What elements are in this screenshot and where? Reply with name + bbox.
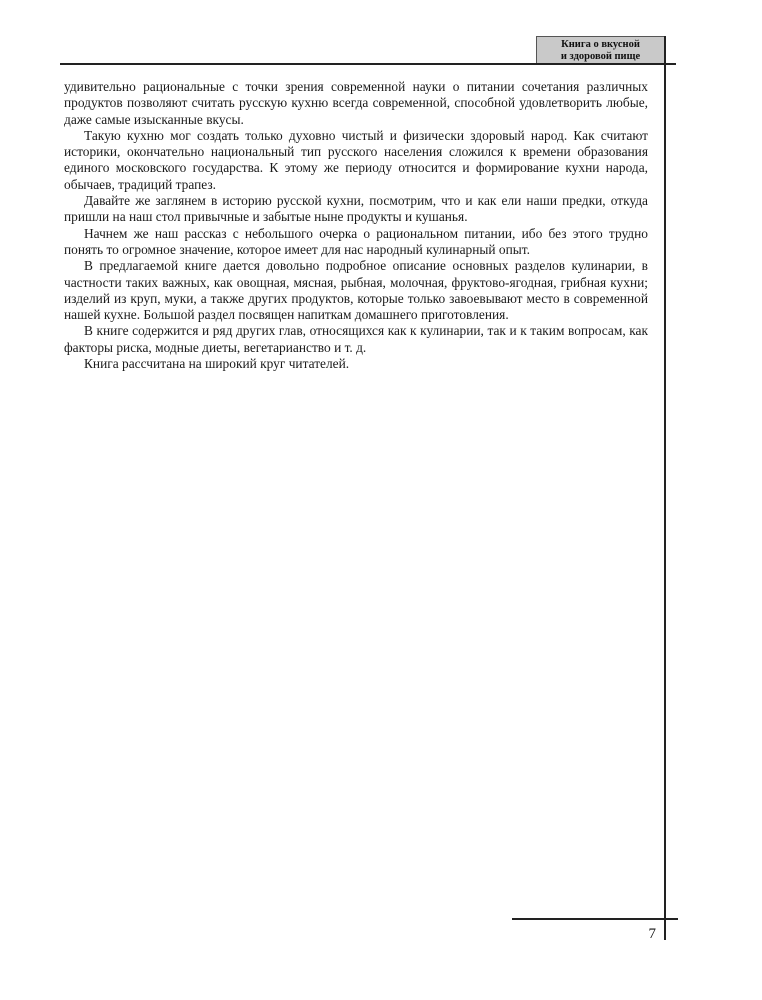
paragraph: В предлагаемой книге дается довольно подробное описание основных разделов кулинарии, в частности таких важных, как овощная, мясная, рыбная, молочная, фруктово-ягодная, грибная кухни; изделий из круп, муки, а также других продуктов, которые только завоевывают место в современной нашей кухне. Большой раздел посвящен напиткам домашнего приготовления. — [64, 258, 648, 323]
paragraph: Такую кухню мог создать только духовно чистый и физически здоровый народ. Как считают историки, окончательно национальный тип русского населения сложился к времени образования единого московского государства. К этому же периоду относится и формирование кухни народа, обычаев, традиций трапез. — [64, 127, 648, 192]
paragraph: Давайте же заглянем в историю русской кухни, посмотрим, что и как ели наши предки, откуда пришли на наш стол привычные и забытые ныне продукты и кушанья. — [64, 193, 648, 225]
running-header-line-1: Книга о вкусной — [561, 39, 640, 50]
header-rule — [60, 63, 676, 65]
body-text — [64, 79, 648, 372]
paragraph: удивительно рациональные с точки зрения современной науки о питании сочетания различных продуктов позволяют считать русскую кухню всегда современной, способной удовлетворить любые, даже самые изысканные вкусы. — [64, 79, 648, 127]
footer-rule — [512, 918, 678, 920]
running-header — [536, 36, 664, 64]
paragraph: В книге содержится и ряд других глав, относящихся как к кулинарии, так и к таким вопросам, как факторы риска, модные диеты, вегетарианство и т. д. — [64, 323, 648, 355]
running-header-line-2: и здоровой пище — [560, 51, 641, 62]
paragraph: Книга рассчитана на широкий круг читателей. — [84, 356, 350, 372]
paragraph: Начнем же наш рассказ с небольшого очерка о рациональном питании, ибо без этого трудно понять то огромное значение, которое имеет для нас народный кулинарный опыт. — [64, 225, 648, 257]
page-number: 7 — [648, 926, 656, 942]
margin-rule — [664, 36, 666, 940]
